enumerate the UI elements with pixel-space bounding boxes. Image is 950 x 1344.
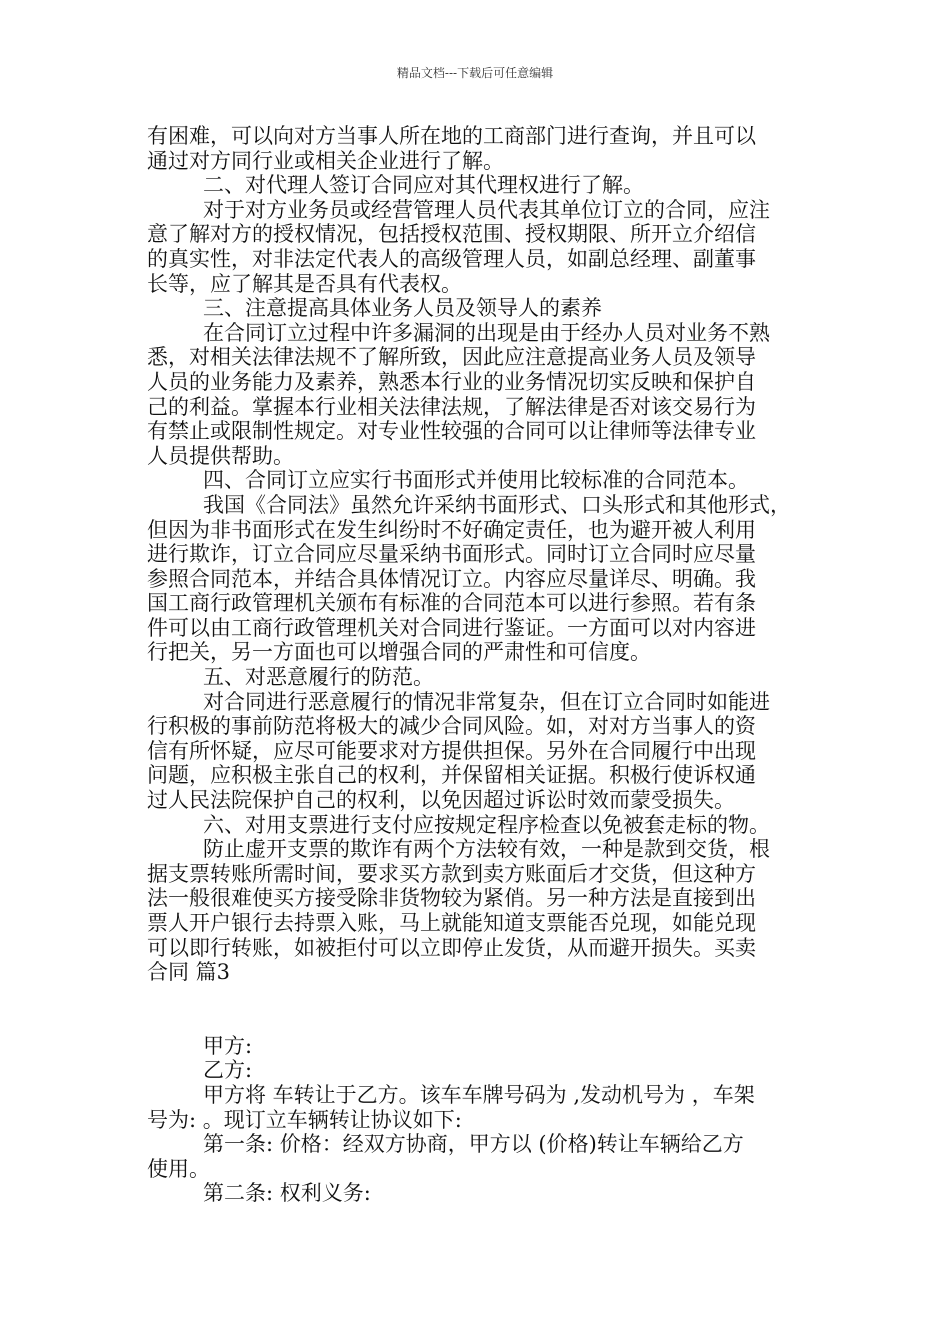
text-line: 三、注意提高具体业务人员及领导人的素养 xyxy=(203,296,602,321)
section-gap xyxy=(147,985,809,1034)
text-line: 使用。 xyxy=(147,1156,210,1181)
text-line: 四、合同订立应实行书面形式并使用比较标准的合同范本。 xyxy=(203,468,749,493)
text-line: 通过对方同行业或相关企业进行了解。 xyxy=(147,148,504,173)
text-line: 乙方: xyxy=(203,1058,253,1083)
text-line: 问题，应积极主张自己的权利，并保留相关证据。积极行使诉权通 xyxy=(147,763,756,788)
document-body xyxy=(147,124,809,1206)
text-line: 悉，对相关法律法规不了解所致，因此应注意提高业务人员及领导 xyxy=(147,345,756,370)
text-line: 票人开户银行去持票入账，马上就能知道支票能否兑现，如能兑现 xyxy=(147,911,756,935)
text-line: 可以即行转账，如被拒付可以立即停止发货，从而避开损失。买卖 xyxy=(147,935,756,960)
text-line: 六、对用支票进行支付应按规定程序检查以免被套走标的物。 xyxy=(203,812,770,837)
text-line: 长等，应了解其是否具有代表权。 xyxy=(147,271,462,296)
text-line: 五、对恶意履行的防范。 xyxy=(203,665,434,690)
text-line: 对于对方业务员或经营管理人员代表其单位订立的合同，应注 xyxy=(203,197,770,222)
text-line: 信有所怀疑，应尽可能要求对方提供担保。另外在合同履行中出现 xyxy=(147,738,756,763)
text-line: 的真实性，对非法定代表人的高级管理人员，如副总经理、副董事 xyxy=(147,246,756,271)
text-line: 甲方将 车转让于乙方。该车车牌号码为 ,发动机号为 ，车架 xyxy=(203,1082,755,1107)
text-line: 在合同订立过程中许多漏洞的出现是由于经办人员对业务不熟 xyxy=(203,320,770,345)
vehicle-transfer-contract xyxy=(147,1034,809,1206)
text-line: 法一般很难使买方接受除非货物较为紧俏。另一种方法是直接到出 xyxy=(147,886,756,911)
text-line: 人员的业务能力及素养，熟悉本行业的业务情况切实反映和保护自 xyxy=(147,369,756,394)
text-line: 第二条: 权利义务: xyxy=(203,1181,371,1206)
text-line: 人员提供帮助。 xyxy=(147,443,294,468)
page-header: 精品文档---下载后可任意编辑 xyxy=(396,66,554,80)
text-line: 有禁止或限制性规定。对专业性较强的合同可以让律师等法律专业 xyxy=(147,419,756,444)
text-line: 第一条: 价格：经双方协商，甲方以 (价格)转让车辆给乙方 xyxy=(203,1132,744,1157)
text-line: 对合同进行恶意履行的情况非常复杂，但在订立合同时如能进 xyxy=(203,689,770,714)
contract-advice-section xyxy=(147,124,809,985)
text-line: 但因为非书面形式在发生纠纷时不好确定责任，也为避开被人利用 xyxy=(147,517,756,542)
text-line: 参照合同范本，并结合具体情况订立。内容应尽量详尽、明确。我 xyxy=(147,566,756,591)
text-line: 据支票转账所需时间，要求买方款到卖方账面后才交货，但这种方 xyxy=(147,861,756,886)
text-line: 进行欺诈，订立合同应尽量采纳书面形式。同时订立合同时应尽量 xyxy=(147,542,756,567)
text-line: 己的利益。掌握本行业相关法律法规，了解法律是否对该交易行为 xyxy=(147,394,756,419)
text-line: 我国《合同法》虽然允许采纳书面形式、口头形式和其他形式， xyxy=(203,492,791,517)
text-line: 合同 篇3 xyxy=(147,960,231,985)
text-line: 号为: 。现订立车辆转让协议如下: xyxy=(147,1107,462,1132)
text-line: 行积极的事前防范将极大的减少合同风险。如，对对方当事人的资 xyxy=(147,714,756,739)
text-line: 防止虚开支票的欺诈有两个方法较有效，一种是款到交货，根 xyxy=(203,837,770,862)
text-line: 意了解对方的授权情况，包括授权范围、授权期限、所开立介绍信 xyxy=(147,222,756,247)
text-line: 甲方: xyxy=(203,1033,253,1058)
text-line: 件可以由工商行政管理机关对合同进行鉴证。一方面可以对内容进 xyxy=(147,615,756,640)
text-line: 有困难，可以向对方当事人所在地的工商部门进行查询，并且可以 xyxy=(147,124,756,148)
text-line: 过人民法院保护自己的权利，以免因超过诉讼时效而蒙受损失。 xyxy=(147,788,735,813)
text-line: 国工商行政管理机关颁布有标准的合同范本可以进行参照。若有条 xyxy=(147,591,756,616)
text-line: 行把关，另一方面也可以增强合同的严肃性和可信度。 xyxy=(147,640,651,665)
text-line: 二、对代理人签订合同应对其代理权进行了解。 xyxy=(203,173,644,198)
